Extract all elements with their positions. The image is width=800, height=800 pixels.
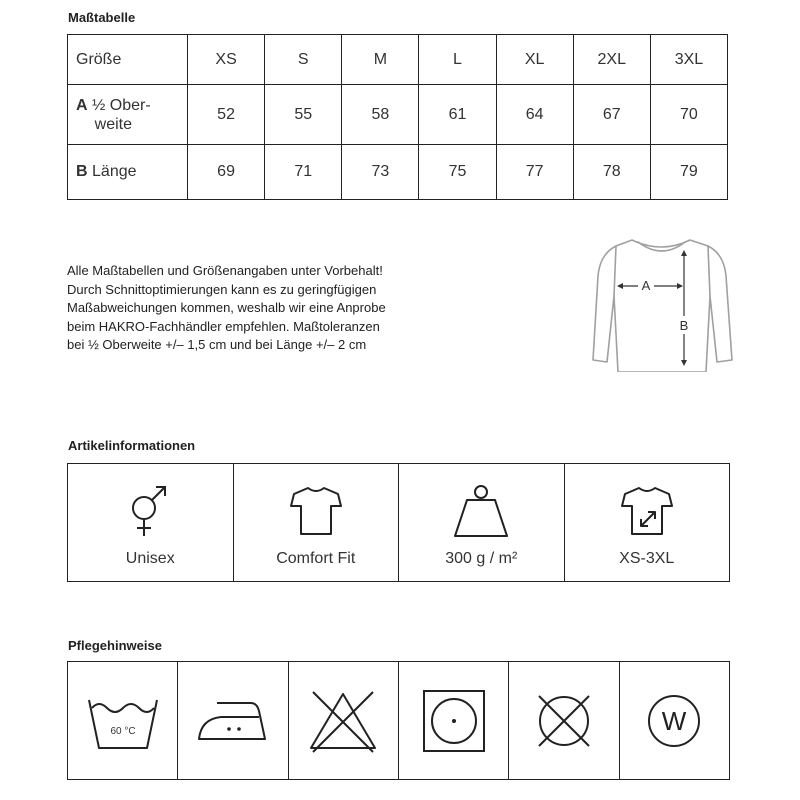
measure-label-a: A bbox=[641, 278, 651, 293]
longsleeve-measure-icon bbox=[590, 232, 735, 372]
care-cell-bleach bbox=[289, 662, 399, 779]
length-row-letter: B bbox=[76, 163, 88, 180]
info-label: XS-3XL bbox=[619, 550, 675, 567]
length-value: 71 bbox=[265, 145, 342, 200]
wash-60-icon bbox=[83, 686, 163, 756]
length-value: 79 bbox=[650, 145, 727, 200]
chest-value: 58 bbox=[342, 85, 419, 145]
no-bleach-icon bbox=[303, 686, 383, 756]
unisex-icon bbox=[120, 482, 180, 542]
info-cell-unisex bbox=[68, 464, 234, 581]
disclaimer-line: Alle Maßtabellen und Größenangaben unter Vorbehalt! bbox=[67, 263, 383, 278]
care-cell-wetclean bbox=[620, 662, 729, 779]
disclaimer-text bbox=[67, 262, 537, 355]
info-label: 300 g / m² bbox=[445, 550, 518, 567]
care-cell-wash bbox=[68, 662, 178, 779]
wet-clean-letter: W bbox=[662, 705, 687, 736]
length-row-label-text: Länge bbox=[92, 163, 137, 180]
wet-clean-icon bbox=[639, 686, 709, 756]
info-label: Unisex bbox=[125, 550, 175, 567]
tumble-dry-low-icon bbox=[419, 686, 489, 756]
care-row bbox=[67, 661, 730, 780]
size-xl: XL bbox=[496, 35, 573, 85]
chest-value: 64 bbox=[496, 85, 573, 145]
tshirt-icon bbox=[286, 482, 346, 542]
length-row bbox=[68, 145, 728, 200]
size-xs: XS bbox=[188, 35, 265, 85]
care-cell-iron bbox=[178, 662, 288, 779]
iron-two-dots-icon bbox=[193, 691, 273, 751]
size-s: S bbox=[265, 35, 342, 85]
disclaimer-line: beim HAKRO-Fachhändler empfehlen. Maßtoleranzen bbox=[67, 318, 380, 334]
chest-row-letter: A bbox=[76, 96, 88, 114]
article-info-title: Artikelinformationen bbox=[68, 438, 196, 453]
size-l: L bbox=[419, 35, 496, 85]
chest-row-label-line2: weite bbox=[94, 115, 133, 133]
info-label: Comfort Fit bbox=[276, 550, 356, 567]
care-cell-dry bbox=[399, 662, 509, 779]
wash-temperature: 60 °C bbox=[110, 725, 136, 737]
chest-row bbox=[68, 85, 728, 145]
article-info-row bbox=[67, 463, 730, 582]
care-title: Pflegehinweise bbox=[68, 638, 162, 653]
chest-value: 67 bbox=[573, 85, 650, 145]
size-table-title: Maßtabelle bbox=[68, 10, 136, 25]
length-value: 78 bbox=[573, 145, 650, 200]
care-cell-dryclean bbox=[509, 662, 619, 779]
info-cell-sizes bbox=[565, 464, 730, 581]
chest-value: 52 bbox=[188, 85, 265, 145]
measure-label-b: B bbox=[679, 318, 689, 333]
disclaimer-line: Maßabweichungen kommen, weshalb wir eine Anprobe bbox=[67, 300, 386, 315]
size-table bbox=[67, 34, 728, 200]
size-range-icon bbox=[617, 482, 677, 542]
size-2xl: 2XL bbox=[573, 35, 650, 85]
length-value: 69 bbox=[188, 145, 265, 200]
chest-value: 55 bbox=[265, 85, 342, 145]
weight-icon bbox=[451, 482, 511, 542]
chest-row-label bbox=[68, 85, 188, 145]
length-row-label bbox=[68, 145, 188, 200]
length-value: 77 bbox=[496, 145, 573, 200]
disclaimer-line: Durch Schnittoptimierungen kann es zu geringfügigen bbox=[67, 281, 377, 297]
chest-row-label-line1: ½ Ober- bbox=[92, 96, 151, 114]
info-cell-fit bbox=[234, 464, 400, 581]
size-header-label: Größe bbox=[68, 35, 188, 85]
chest-value: 70 bbox=[650, 85, 727, 145]
length-value: 75 bbox=[419, 145, 496, 200]
length-value: 73 bbox=[342, 145, 419, 200]
chest-value: 61 bbox=[419, 85, 496, 145]
size-header-row bbox=[68, 35, 728, 85]
no-dry-clean-icon bbox=[529, 686, 599, 756]
info-cell-weight bbox=[399, 464, 565, 581]
size-3xl: 3XL bbox=[650, 35, 727, 85]
size-m: M bbox=[342, 35, 419, 85]
disclaimer-line: bei ½ Oberweite +/– 1,5 cm und bei Länge +/– 2 cm bbox=[67, 337, 367, 352]
